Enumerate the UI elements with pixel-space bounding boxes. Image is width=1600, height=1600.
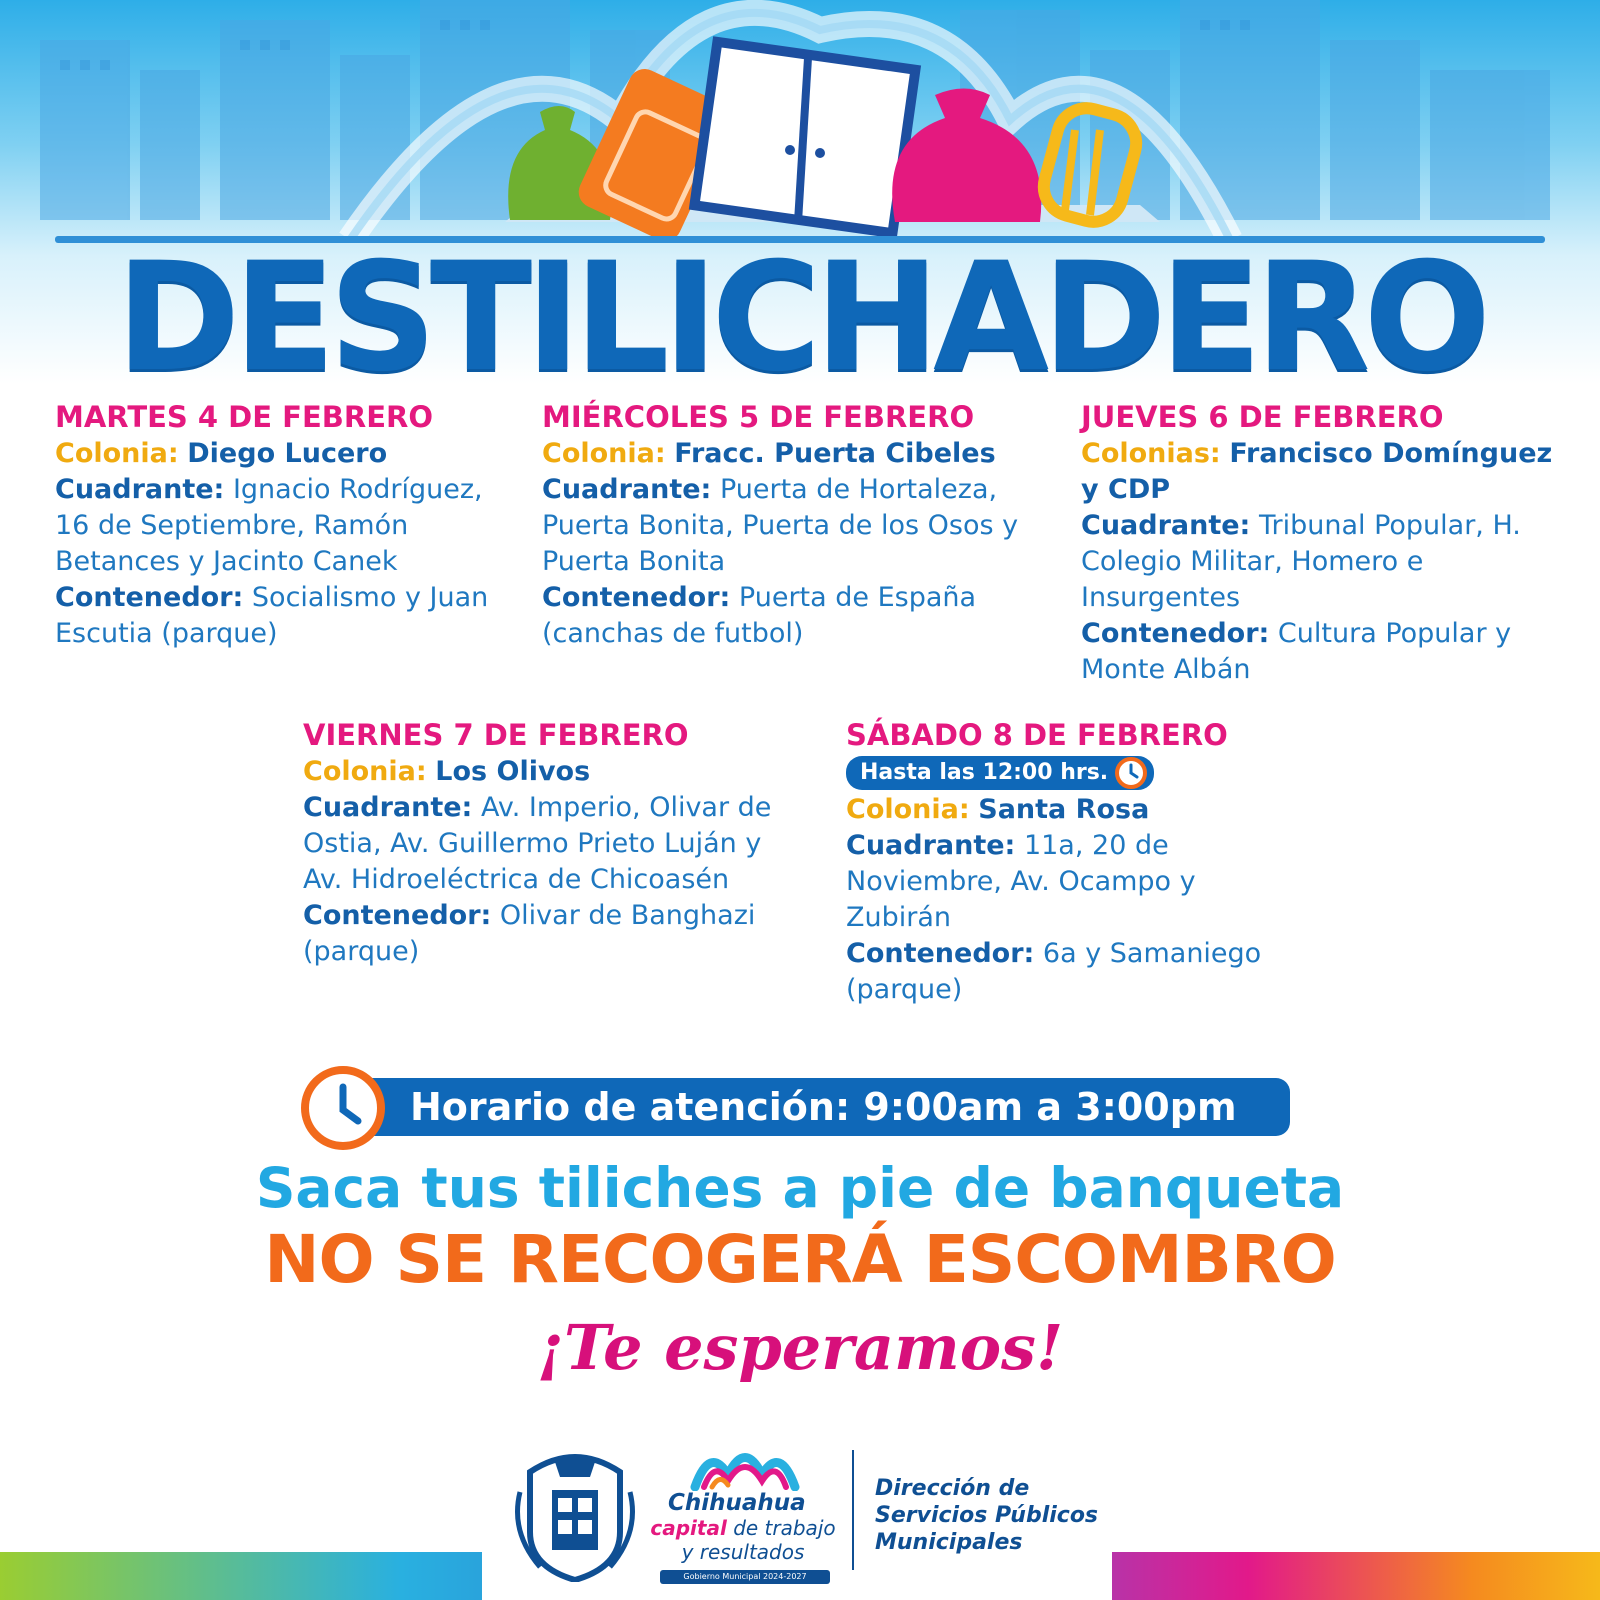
cuadrante-value: Av. Imperio, Olivar de Ostia, Av. Guillermo Prieto Luján y Av. Hidroeléctrica de Chicoasén [303, 792, 772, 895]
colonia-value: Santa Rosa [978, 794, 1150, 825]
cuadrante-value: 11a, 20 de Noviembre, Av. Ocampo y Zubirán [846, 830, 1196, 933]
contenedor-line [303, 898, 803, 970]
day-block-sabado [846, 716, 1276, 1008]
cuadrante-line [846, 828, 1276, 936]
page-title: DESTILICHADERO [115, 231, 1485, 405]
hours-bar [300, 1075, 1290, 1139]
cuadrante-label: Cuadrante: [542, 474, 712, 505]
day-block-miercoles [542, 398, 1062, 652]
day-heading: MIÉRCOLES 5 DE FEBRERO [542, 400, 975, 434]
day-block-martes [55, 398, 525, 652]
cta-welcome: ¡Te esperamos! [536, 1311, 1064, 1384]
cuadrante-line [303, 790, 803, 898]
brand-tagline [648, 1516, 838, 1564]
cuadrante-value: Puerta de Hortaleza, Puerta Bonita, Puerta de los Osos y Puerta Bonita [542, 474, 1019, 577]
cuadrante-value: Tribunal Popular, H. Colegio Militar, Homero e Insurgentes [1081, 510, 1521, 613]
colonia-label: Colonia: [542, 438, 666, 469]
clock-icon [1114, 756, 1148, 790]
contenedor-label: Contenedor: [542, 582, 731, 613]
cuadrante-value: Ignacio Rodríguez, 16 de Septiembre, Ramón Betances y Jacinto Canek [55, 474, 483, 577]
colonia-line [1081, 436, 1561, 508]
cta-sidewalk: Saca tus tiliches a pie de banqueta [255, 1156, 1345, 1220]
colonia-label: Colonia: [55, 438, 179, 469]
brand-rest1: de trabajo [733, 1516, 836, 1540]
department-line-2: Servicios Públicos [875, 1503, 1099, 1528]
colonia-label: Colonia: [846, 794, 970, 825]
cta-no-debris: NO SE RECOGERÁ ESCOMBRO [264, 1221, 1336, 1298]
colonia-line [55, 436, 525, 472]
contenedor-value: Puerta de España (canchas de futbol) [542, 582, 977, 649]
colonia-value: Fracc. Puerta Cibeles [674, 438, 996, 469]
cuadrante-label: Cuadrante: [1081, 510, 1251, 541]
cuadrante-label: Cuadrante: [55, 474, 225, 505]
contenedor-label: Contenedor: [846, 938, 1035, 969]
contenedor-label: Contenedor: [303, 900, 492, 931]
cuadrante-label: Cuadrante: [303, 792, 473, 823]
colonia-label: Colonias: [1081, 438, 1221, 469]
contenedor-line [542, 580, 1062, 652]
colonia-value: Diego Lucero [187, 438, 388, 469]
chihuahua-wave-logo [690, 1445, 800, 1491]
colonia-value: Los Olivos [435, 756, 591, 787]
contenedor-value: Olivar de Banghazi (parque) [303, 900, 756, 967]
contenedor-label: Contenedor: [55, 582, 244, 613]
day-heading: SÁBADO 8 DE FEBRERO [846, 718, 1228, 752]
colonia-line [303, 754, 803, 790]
colonia-line [542, 436, 1062, 472]
day-block-viernes [303, 716, 803, 970]
hours-text: Horario de atención: 9:00am a 3:00pm [340, 1078, 1290, 1136]
brand-rest2: y resultados [681, 1540, 805, 1564]
clock-icon [300, 1065, 386, 1151]
contenedor-value: Cultura Popular y Monte Albán [1081, 618, 1512, 685]
department-name [875, 1475, 1098, 1556]
footer-divider [852, 1450, 854, 1570]
contenedor-line [1081, 616, 1561, 688]
time-limit-text: Hasta las 12:00 hrs. [860, 760, 1109, 785]
cuadrante-line [1081, 508, 1561, 616]
cuadrante-label: Cuadrante: [846, 830, 1016, 861]
coat-of-arms-logo [510, 1442, 640, 1582]
department-line-3: Municipales [875, 1530, 1023, 1555]
contenedor-value: Socialismo y Juan Escutia (parque) [55, 582, 489, 649]
colonia-label: Colonia: [303, 756, 427, 787]
wardrobe-icon [694, 42, 915, 233]
cuadrante-line [542, 472, 1062, 580]
colonia-line [846, 792, 1276, 828]
day-heading: MARTES 4 DE FEBRERO [55, 400, 434, 434]
day-heading: VIERNES 7 DE FEBRERO [303, 718, 689, 752]
brand-name: Chihuahua [668, 1490, 806, 1516]
colonia-value: Francisco Domínguez y CDP [1081, 438, 1553, 505]
contenedor-line [846, 936, 1276, 1008]
brand-capital: capital [650, 1516, 727, 1540]
department-line-1: Dirección de [875, 1476, 1030, 1501]
hero-illustration [0, 0, 1600, 240]
brand-government: Gobierno Municipal 2024-2027 [660, 1570, 830, 1584]
contenedor-line [55, 580, 525, 652]
day-heading: JUEVES 6 DE FEBRERO [1081, 400, 1444, 434]
contenedor-value: 6a y Samaniego (parque) [846, 938, 1262, 1005]
day-block-jueves [1081, 398, 1561, 688]
cuadrante-line [55, 472, 525, 580]
time-limit-badge [846, 756, 1154, 790]
contenedor-label: Contenedor: [1081, 618, 1270, 649]
